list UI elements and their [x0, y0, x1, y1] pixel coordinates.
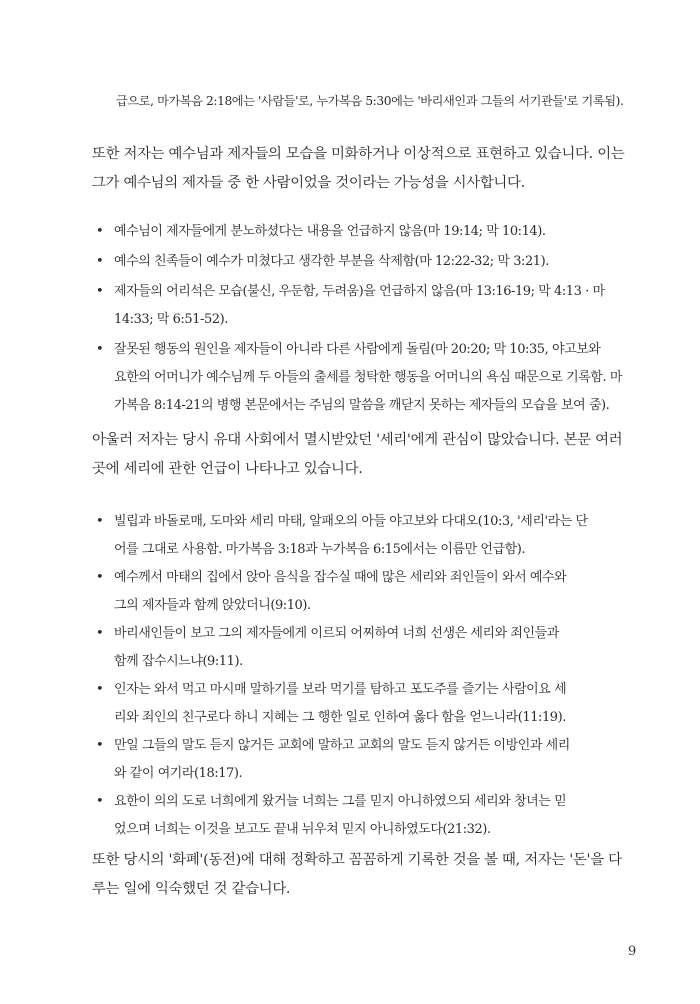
bullet-marker: •: [96, 570, 104, 585]
list-item: [92, 218, 648, 246]
list-item-line: 함께 잡수시느냐(9:11).: [114, 654, 243, 669]
page-number: 9: [628, 944, 637, 959]
list-item-line: 요한의 어머니가 예수님께 두 아들의 출세를 청탁한 행동을 어머니의 욕심 때문으로 기록함. 마: [114, 370, 622, 385]
list-item: [92, 676, 648, 732]
list-item: [92, 620, 648, 676]
list-item-line: 인자는 와서 먹고 마시매 말하기를 보라 먹기를 탐하고 포도주를 즐기는 사람이요 세: [114, 682, 567, 697]
list-item-line: 예수의 친족들이 예수가 미쳤다고 생각한 부분을 삭제함(마 12:22-32; 막 3:21).: [114, 254, 549, 269]
bullet-marker: •: [96, 682, 104, 697]
bullet-marker: •: [96, 794, 104, 809]
bullet-list-disciples: [92, 218, 648, 422]
list-item: [92, 508, 648, 564]
bullet-marker: •: [96, 284, 104, 299]
paragraph-line: 또한 당시의 '화폐'(동전)에 대해 정확하고 꼼꼼하게 기록한 것을 볼 때, 저자는 '돈'을 다: [92, 852, 622, 868]
list-item-line: 어를 그대로 사용함. 마가복음 3:18과 누가복음 6:15에서는 이름만 언급함).: [114, 542, 526, 557]
paragraph-disciples-portrayal: [92, 140, 640, 198]
list-item: [92, 732, 648, 788]
list-item-line: 잘못된 행동의 원인을 제자들이 아니라 다른 사람에게 돌림(마 20:20; 막 10:35, 야고보와: [114, 342, 601, 357]
paragraph-line: 그가 예수님의 제자들 중 한 사람이었을 것이라는 가능성을 시사합니다.: [92, 175, 525, 191]
list-item-line: 리와 죄인의 친구로다 하니 지혜는 그 행한 일로 인하여 옳다 함을 얻느니라(11:19).: [114, 710, 566, 725]
footnote-continuation-line: 급으로, 마가복음 2:18에는 '사람들'로, 누가복음 5:30에는 '바리새인과 그들의 서기관들'로 기록됨).: [116, 94, 624, 108]
list-item: [92, 336, 648, 420]
paragraph-line: 아울러 저자는 당시 유대 사회에서 멸시받았던 '세리'에게 관심이 많았습니다. 본문 여러: [92, 432, 623, 448]
list-item-line: 14:33; 막 6:51-52).: [114, 312, 228, 327]
list-item-line: 제자들의 어리석은 모습(불신, 우둔함, 두려움)을 언급하지 않음(마 13:16-19; 막 4:13 · 마: [114, 284, 605, 299]
paragraph-currency: [92, 846, 640, 904]
paragraph-line: 또한 저자는 예수님과 제자들의 모습을 미화하거나 이상적으로 표현하고 있습니다. 이는: [92, 146, 625, 162]
list-item-line: 예수께서 마태의 집에서 앉아 음식을 잡수실 때에 많은 세리와 죄인들이 와서 예수와: [114, 570, 567, 585]
bullet-marker: •: [96, 514, 104, 529]
list-item: [92, 564, 648, 620]
list-item-line: 빌립과 바돌로매, 도마와 세리 마태, 알패오의 아들 야고보와 다대오(10:3, '세리'라는 단: [114, 514, 588, 529]
list-item-line: 와 같이 여기라(18:17).: [114, 766, 243, 781]
paragraph-line: 곳에 세리에 관한 언급이 나타나고 있습니다.: [92, 461, 363, 477]
list-item-line: 예수님이 제자들에게 분노하셨다는 내용을 언급하지 않음(마 19:14; 막 10:14).: [114, 224, 546, 239]
bullet-marker: •: [96, 626, 104, 641]
list-item: [92, 788, 648, 844]
list-item: [92, 248, 648, 276]
list-item-line: 었으며 너희는 이것을 보고도 끝내 뉘우쳐 믿지 아니하였도다(21:32).: [114, 822, 491, 837]
list-item-line: 가복음 8:14-21의 병행 본문에서는 주님의 말씀을 깨닫지 못하는 제자들의 모습을 보여 줌).: [114, 398, 610, 413]
bullet-marker: •: [96, 738, 104, 753]
bullet-marker: •: [96, 254, 104, 269]
list-item-line: 그의 제자들과 함께 앉았더니(9:10).: [114, 598, 311, 613]
paragraph-line: 루는 일에 익숙했던 것 같습니다.: [92, 881, 291, 897]
list-item-line: 요한이 의의 도로 너희에게 왔거늘 너희는 그를 믿지 아니하였으되 세리와 창녀는 믿: [114, 794, 567, 809]
bullet-list-tax-collectors: [92, 508, 648, 844]
bullet-marker: •: [96, 224, 104, 239]
list-item-line: 만일 그들의 말도 듣지 않거든 교회에 말하고 교회의 말도 듣지 않거든 이방인과 세리: [114, 738, 570, 753]
paragraph-tax-collectors: [92, 426, 640, 484]
list-item: [92, 278, 648, 334]
list-item-line: 바리새인들이 보고 그의 제자들에게 이르되 어찌하여 너희 선생은 세리와 죄인들과: [114, 626, 559, 641]
bullet-marker: •: [96, 342, 104, 357]
